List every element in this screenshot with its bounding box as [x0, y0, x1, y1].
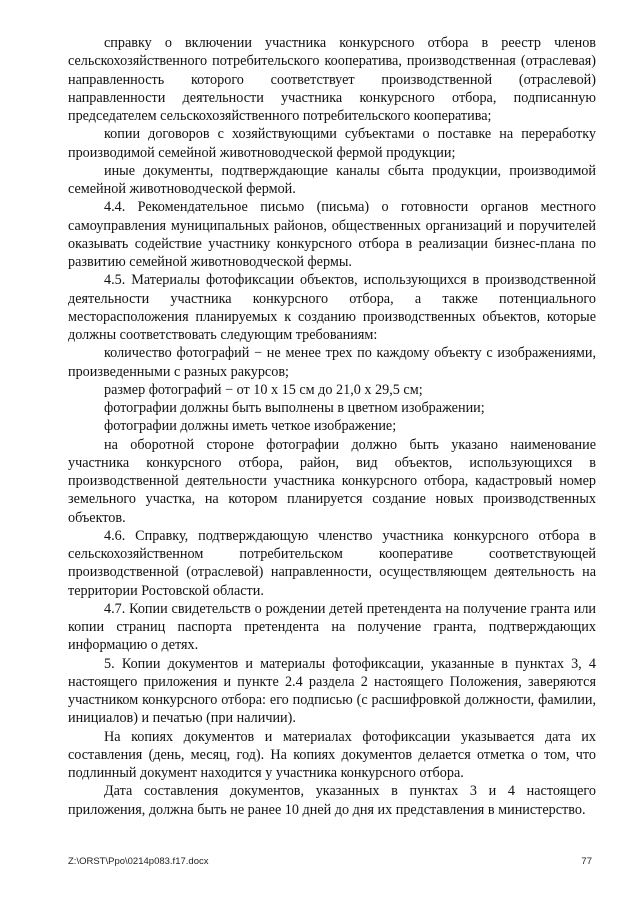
- paragraph-4-5: 4.5. Материалы фотофиксации объектов, использующихся в производственной деятельности участника конкурсного отбора, а также потенциального месторасположения планируемых к созданию производственных объектов, которые должны соответствовать следующим требованиям:: [68, 272, 596, 343]
- paragraph-4-6: 4.6. Справку, подтверждающую членство участника конкурсного отбора в сельскохозяйственном потребительском кооперативе соответствующей производственной (отраслевой) направленности, осуществляющем деятельность на территории Ростовской области.: [68, 527, 596, 599]
- paragraph-sales-documents: иные документы, подтверждающие каналы сбыта продукции, производимой семейной животноводческой фермой.: [68, 162, 596, 197]
- paragraph-photo-reverse: на оборотной стороне фотографии должно быть указано наименование участника конкурсного отбора, район, вид объектов, использующихся в производственной деятельности участника конкурсного отбора, кадастровый номер земельного участка, на котором планируется создание новых производственных объектов.: [68, 436, 596, 526]
- paragraph-photo-count: количество фотографий − не менее трех по каждому объекту с изображениями, произведенными с разных ракурсов;: [68, 345, 596, 380]
- paragraph-5: 5. Копии документов и материалы фотофиксации, указанные в пунктах 3, 4 настоящего приложения и пункте 2.4 раздела 2 настоящего Положения, заверяются участником конкурсного отбора: его подписью (с расшифровкой должности, фамилии, инициалов) и печатью (при наличии).: [68, 655, 596, 727]
- paragraph-date-requirement: Дата составления документов, указанных в пунктах 3 и 4 настоящего приложения, должна быть не ранее 10 дней до дня их представления в министерство.: [68, 783, 596, 818]
- paragraph-4-7: 4.7. Копии свидетельств о рождении детей претендента на получение гранта или копии страниц паспорта претендента на получение гранта, подтверждающих информацию о детях.: [68, 600, 596, 654]
- document-body: [68, 34, 596, 819]
- file-path: Z:\ORST\Ppo\0214p083.f17.docx: [68, 856, 209, 867]
- paragraph-registry-certificate: справку о включении участника конкурсного отбора в реестр членов сельскохозяйственного потребительского кооператива, производственная (отраслевая) направленность которого соответствует производственной (отраслевой) направленности деятельности участника конкурсного отбора, подписанную председателем сельскохозяйственного потребительского кооператива;: [68, 35, 596, 124]
- paragraph-copy-dates: На копиях документов и материалах фотофиксации указывается дата их составления (день, месяц, год). На копиях документов делается отметка о том, что подлинный документ находится у участника конкурсного отбора.: [68, 728, 596, 781]
- paragraph-4-4: 4.4. Рекомендательное письмо (письма) о готовности органов местного самоуправления муниципальных районов, общественных организаций и поручителей оказывать содействие участнику конкурсного отбора в реализации бизнес-плана по развитию семейной животноводческой фермы.: [68, 199, 596, 270]
- page-number: 77: [581, 856, 592, 867]
- paragraph-photo-size: размер фотографий − от 10 x 15 см до 21,0 x 29,5 см;: [104, 381, 423, 398]
- paragraph-contract-copies: копии договоров с хозяйствующими субъектами о поставке на переработку производимой семейной животноводческой фермой продукции;: [68, 126, 596, 161]
- paragraph-photo-sharpness: фотографии должны иметь четкое изображение;: [104, 418, 397, 435]
- paragraph-photo-color: фотографии должны быть выполнены в цветном изображении;: [104, 400, 485, 416]
